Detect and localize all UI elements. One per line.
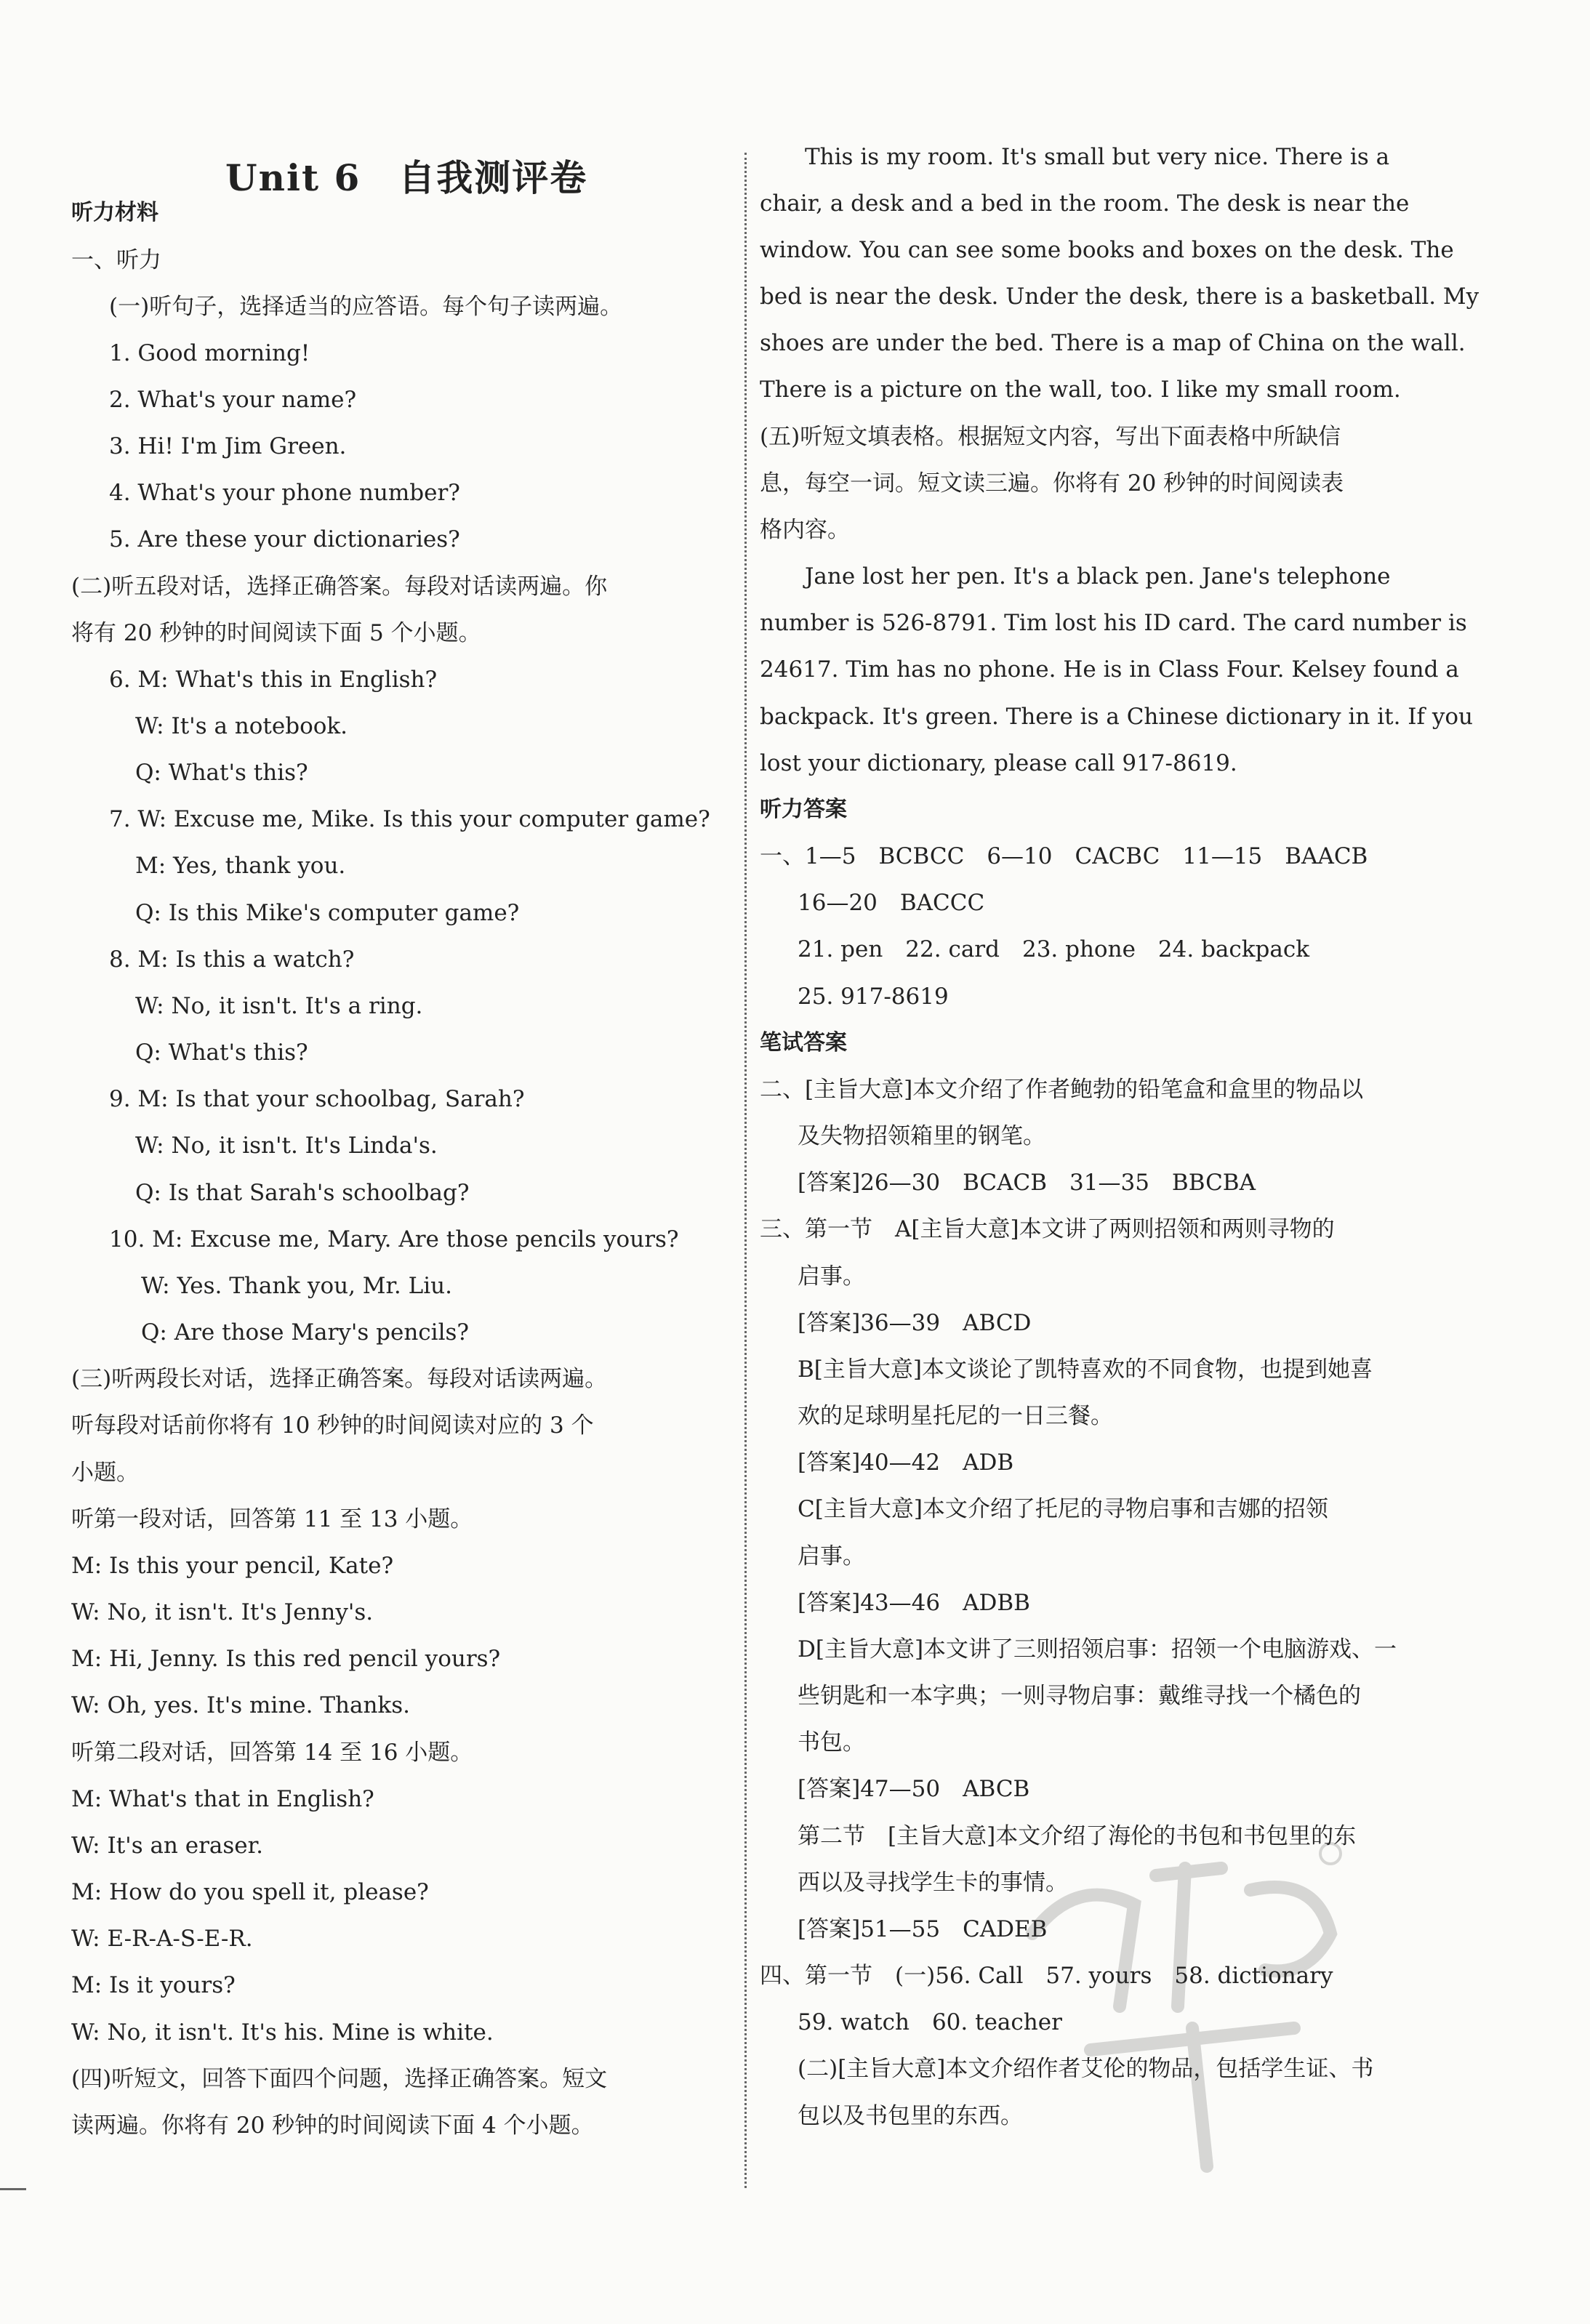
right-text-line: (五)听短文填表格。根据短文内容，写出下面表格中所缺信 [760, 424, 1341, 450]
right-text-line: 25. 917-8619 [798, 984, 949, 1010]
left-text-line: W: No, it isn't. It's Jenny's. [71, 1599, 374, 1625]
right-text-line: 欢的足球明星托尼的一日三餐。 [798, 1403, 1113, 1429]
right-text-line: window. You can see some books and boxes on the desk. The [760, 237, 1454, 263]
right-text-line: 启事。 [798, 1263, 865, 1290]
right-text-line: shoes are under the bed. There is a map of China on the wall. [760, 330, 1466, 356]
left-text-line: 一、听力 [71, 247, 161, 273]
right-text-line: [答案]47—50 ABCB [798, 1776, 1030, 1802]
right-text-line: C[主旨大意]本文介绍了托尼的寻物启事和吉娜的招领 [798, 1496, 1328, 1522]
left-text-line: M: Is this your pencil, Kate? [71, 1553, 394, 1579]
left-text-line: M: Is it yours? [71, 1972, 236, 1998]
left-text-line: 8. M: Is this a watch? [109, 946, 355, 973]
right-text-line: [答案]43—46 ADBB [798, 1590, 1030, 1616]
left-text-line: M: What's that in English? [71, 1786, 374, 1812]
edge-mark [0, 2188, 26, 2190]
left-text-line: 10. M: Excuse me, Mary. Are those pencils yours? [109, 1226, 679, 1253]
right-text-line: backpack. It's green. There is a Chinese dictionary in it. If you [760, 704, 1474, 730]
left-text-line: W: Oh, yes. It's mine. Thanks. [71, 1692, 410, 1718]
right-text-line: D[主旨大意]本文讲了三则招领启事：招领一个电脑游戏、一 [798, 1636, 1397, 1662]
left-text-line: M: Yes, thank you. [135, 853, 346, 879]
right-text-line: (二)[主旨大意]本文介绍作者艾伦的物品，包括学生证、书 [798, 2056, 1374, 2082]
right-text-line: 些钥匙和一本字典；一则寻物启事：戴维寻找一个橘色的 [798, 1683, 1361, 1709]
left-text-line: Q: Is that Sarah's schoolbag? [135, 1180, 470, 1206]
left-text-line: Q: Is this Mike's computer game? [135, 900, 520, 926]
left-text-line: (四)听短文，回答下面四个问题，选择正确答案。短文 [71, 2066, 608, 2092]
right-text-line: 24617. Tim has no phone. He is in Class Four. Kelsey found a [760, 656, 1459, 683]
left-text-line: W: No, it isn't. It's his. Mine is white. [71, 2019, 494, 2046]
left-text-line: W: It's an eraser. [71, 1833, 263, 1859]
left-text-line: M: Hi, Jenny. Is this red pencil yours? [71, 1646, 501, 1672]
left-text-line: Q: What's this? [135, 1040, 308, 1066]
left-text-line: 读两遍。你将有 20 秒钟的时间阅读下面 4 个小题。 [71, 2112, 594, 2139]
right-text-line: 三、第一节 A[主旨大意]本文讲了两则招领和两则寻物的 [760, 1216, 1335, 1242]
left-text-line: 听每段对话前你将有 10 秒钟的时间阅读对应的 3 个 [71, 1412, 594, 1439]
right-text-line: 四、第一节 (一)56. Call 57. yours 58. dictionary [760, 1963, 1333, 1989]
left-text-line: 小题。 [71, 1460, 139, 1486]
right-text-line: This is my room. It's small but very nice. There is a [760, 144, 1390, 170]
right-text-line: 一、1—5 BCBCC 6—10 CACBC 11—15 BAACB [760, 843, 1368, 869]
right-text-line: 21. pen 22. card 23. phone 24. backpack [798, 936, 1310, 962]
right-text-line: 听力答案 [760, 797, 847, 822]
right-text-line: lost your dictionary, please call 917-8619. [760, 750, 1237, 776]
right-text-line: 包以及书包里的东西。 [798, 2103, 1023, 2129]
right-text-line: 16—20 BACCC [798, 890, 985, 916]
left-text-line: 6. M: What's this in English? [109, 667, 438, 693]
right-text-line: [答案]51—55 CADEB [798, 1916, 1048, 1942]
right-text-line: 笔试答案 [760, 1030, 847, 1056]
left-text-line: (一)听句子，选择适当的应答语。每个句子读两遍。 [109, 294, 623, 320]
right-text-line: B[主旨大意]本文谈论了凯特喜欢的不同食物，也提到她喜 [798, 1356, 1373, 1383]
left-text-line: W: No, it isn't. It's Linda's. [135, 1133, 438, 1159]
left-text-line: 9. M: Is that your schoolbag, Sarah? [109, 1086, 525, 1112]
right-text-line: There is a picture on the wall, too. I like my small room. [760, 377, 1401, 403]
left-text-line: 听第二段对话，回答第 14 至 16 小题。 [71, 1740, 473, 1766]
left-text-line: W: Yes. Thank you, Mr. Liu. [141, 1273, 452, 1299]
left-text-line: W: E-R-A-S-E-R. [71, 1926, 253, 1952]
left-text-line: M: How do you spell it, please? [71, 1879, 429, 1905]
left-text-line: (二)听五段对话，选择正确答案。每段对话读两遍。你 [71, 574, 608, 600]
column-divider [744, 153, 747, 2188]
right-text-line: number is 526-8791. Tim lost his ID card. The card number is [760, 610, 1467, 636]
left-text-line: W: It's a notebook. [135, 713, 348, 739]
left-text-line: 听第一段对话，回答第 11 至 13 小题。 [71, 1506, 473, 1532]
right-text-line: 59. watch 60. teacher [798, 2009, 1062, 2035]
right-text-line: 西以及寻找学生卡的事情。 [798, 1870, 1068, 1896]
right-text-line: 第二节 [主旨大意]本文介绍了海伦的书包和书包里的东 [798, 1823, 1357, 1849]
left-text-line: 5. Are these your dictionaries? [109, 526, 460, 552]
left-text-line: (三)听两段长对话，选择正确答案。每段对话读两遍。 [71, 1366, 608, 1392]
left-text-line: 7. W: Excuse me, Mike. Is this your computer game? [109, 806, 710, 832]
left-text-line: 听力材料 [71, 200, 158, 225]
left-text-line: W: No, it isn't. It's a ring. [135, 993, 423, 1019]
right-text-line: 书包。 [798, 1729, 865, 1756]
right-text-line: Jane lost her pen. It's a black pen. Jane's telephone [760, 563, 1391, 590]
left-text-line: 将有 20 秒钟的时间阅读下面 5 个小题。 [71, 620, 481, 646]
right-text-line: 格内容。 [760, 517, 850, 543]
right-text-line: 二、[主旨大意]本文介绍了作者鲍勃的铅笔盒和盒里的物品以 [760, 1077, 1364, 1103]
left-text-line: Q: Are those Mary's pencils? [141, 1319, 470, 1346]
left-text-line: 3. Hi! I'm Jim Green. [109, 433, 347, 459]
left-text-line: 1. Good morning! [109, 340, 310, 366]
right-text-line: bed is near the desk. Under the desk, there is a basketball. My [760, 284, 1479, 310]
left-text-line: Q: What's this? [135, 760, 308, 786]
left-text-line: 2. What's your name? [109, 387, 357, 413]
right-text-line: [答案]40—42 ADB [798, 1450, 1014, 1476]
right-text-line: [答案]36—39 ABCD [798, 1310, 1032, 1336]
right-text-line: 及失物招领箱里的钢笔。 [798, 1123, 1045, 1149]
left-text-line: 4. What's your phone number? [109, 480, 460, 506]
right-text-line: 启事。 [798, 1543, 865, 1569]
right-text-line: [答案]26—30 BCACB 31—35 BBCBA [798, 1170, 1256, 1196]
page-title: Unit 6 自我测评卷 [225, 156, 588, 199]
right-text-line: chair, a desk and a bed in the room. The desk is near the [760, 190, 1410, 217]
right-text-line: 息，每空一词。短文读三遍。你将有 20 秒钟的时间阅读表 [760, 470, 1344, 496]
